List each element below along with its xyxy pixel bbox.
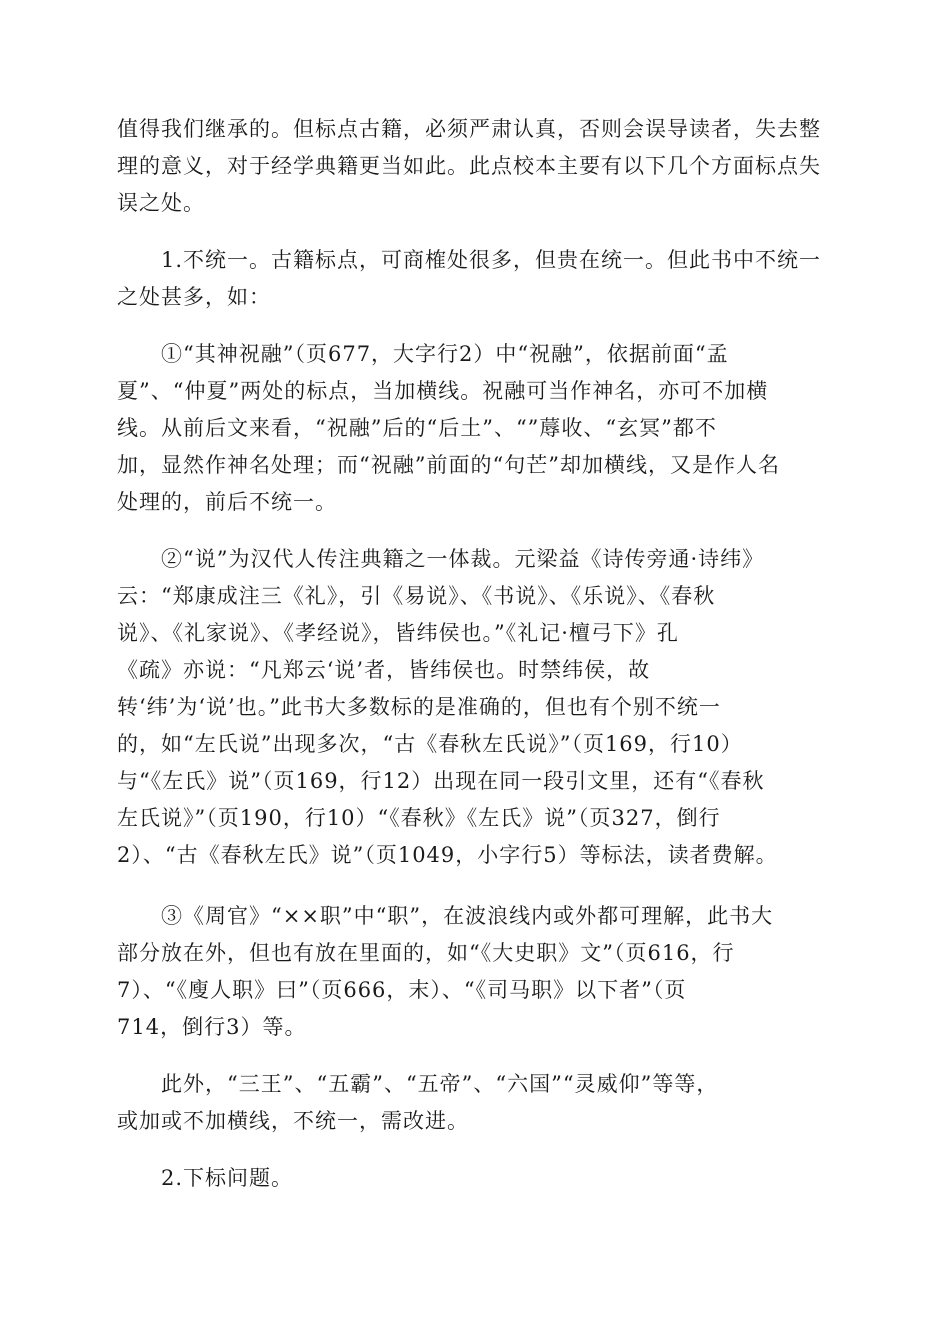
paragraph-line: 7）、“《廋人职》曰”（页666，末）、“《司马职》以下者”（页 — [117, 978, 687, 1002]
paragraph-line: 处理的，前后不统一。 — [117, 490, 337, 514]
paragraph-4 — [117, 541, 835, 874]
paragraph-line: 左氏说》”（页190，行10）“《春秋》《左氏》说”（页327，倒行 — [117, 806, 721, 830]
paragraph-line: 值得我们继承的。但标点古籍，必须严肃认真，否则会误导读者，失去整 — [117, 117, 821, 141]
paragraph-2 — [117, 242, 835, 316]
paragraph-line: 理的意义，对于经学典籍更当如此。此点校本主要有以下几个方面标点失 — [117, 154, 821, 178]
paragraph-line: 转‘纬’为‘说’也。”此书大多数标的是准确的，但也有个别不统一 — [117, 695, 721, 719]
paragraph-line: 或加或不加横线，不统一，需改进。 — [117, 1109, 469, 1133]
paragraph-3 — [117, 336, 835, 521]
paragraph-line: 加，显然作神名处理；而“祝融”前面的“句芒”却加横线，又是作人名 — [117, 453, 780, 477]
paragraph-line: ①“其神祝融”（页677，大字行2）中“祝融”，依据前面“孟 — [161, 342, 729, 366]
paragraph-line: 与“《左氏》说”（页169，行12）出现在同一段引文里，还有“《春秋 — [117, 769, 765, 793]
paragraph-line: ③《周官》“××职”中“职”，在波浪线内或外都可理解，此书大 — [161, 904, 774, 928]
paragraph-line: 2）、“古《春秋左氏》说”（页1049，小字行5）等标法，读者费解。 — [117, 843, 778, 867]
paragraph-line: 线。从前后文来看，“祝融”后的“后土”、“”蓐收、“玄冥”都不 — [117, 416, 717, 440]
paragraph-line: 的，如“左氏说”出现多次，“古《春秋左氏说》”（页169，行10） — [117, 732, 743, 756]
paragraph-line: 误之处。 — [117, 191, 205, 215]
paragraph-1 — [117, 111, 835, 222]
paragraph-line: 714，倒行3）等。 — [117, 1015, 307, 1039]
paragraph-line: 说》、《礼家说》、《孝经说》，皆纬侯也。”《礼记·檀弓下》孔 — [117, 621, 679, 645]
paragraph-line: 1.不统一。古籍标点，可商榷处很多，但贵在统一。但此书中不统一 — [161, 248, 822, 272]
paragraph-line: 之处甚多，如： — [117, 285, 271, 309]
paragraph-line: 部分放在外，但也有放在里面的，如“《大史职》文”（页616，行 — [117, 941, 735, 965]
paragraph-line: ②“说”为汉代人传注典籍之一体裁。元梁益《诗传旁通·诗纬》 — [161, 547, 765, 571]
paragraph-line: 云：“郑康成注三《礼》，引《易说》、《书说》、《乐说》、《春秋 — [117, 584, 716, 608]
section-heading: 2.下标问题。 — [161, 1166, 294, 1190]
paragraph-line: 夏”、“仲夏”两处的标点，当加横线。祝融可当作神名，亦可不加横 — [117, 379, 769, 403]
paragraph-5 — [117, 898, 835, 1046]
paragraph-7 — [117, 1160, 835, 1197]
paragraph-line: 《疏》亦说：“凡郑云‘说’者，皆纬侯也。时禁纬侯，故 — [117, 658, 651, 682]
paragraph-line: 此外，“三王”、“五霸”、“五帝”、“六国”“灵威仰”等等， — [161, 1072, 719, 1096]
paragraph-6 — [117, 1066, 835, 1140]
